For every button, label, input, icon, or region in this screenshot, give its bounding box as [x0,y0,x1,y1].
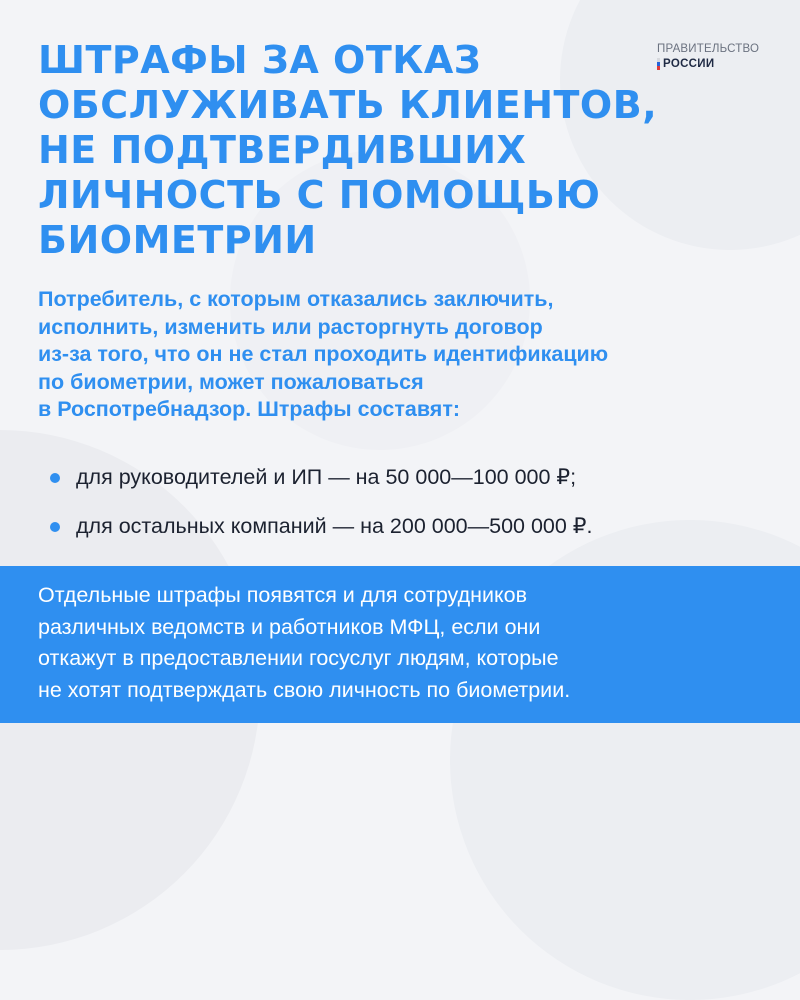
lead-line: в Роспотребнадзор. Штрафы составят: [38,397,461,421]
banner-line: не хотят подтверждать свою личность по биометрии. [38,677,571,702]
government-logo [657,42,759,71]
banner-line: Отдельные штрафы появятся и для сотрудников [38,583,528,607]
title-line: ОБСЛУЖИВАТЬ КЛИЕНТОВ, [38,83,658,127]
lead-line: исполнить, изменить или расторгнуть договор [38,314,543,339]
title-line: БИОМЕТРИИ [38,218,317,262]
title-line: ШТРАФЫ ЗА ОТКАЗ [38,38,482,82]
fine-text: для остальных компаний — на 200 000—500 000 ₽. [76,514,593,538]
fines-list [50,463,592,561]
lead-paragraph [38,286,778,424]
blue-dot-icon [50,473,60,483]
blue-dot-icon [50,522,60,532]
lead-line: Потребитель, с которым отказались заключить, [38,287,554,311]
list-item [50,463,592,492]
lead-line: из-за того, что он не стал проходить идентификацию [38,342,609,366]
lead-line: по биометрии, может пожаловаться [38,369,424,394]
banner-line: различных ведомств и работников МФЦ, если они [38,614,541,639]
fine-text: для руководителей и ИП — на 50 000—100 000 ₽; [76,465,577,489]
russian-flag-icon [657,58,660,70]
banner-text [38,580,570,706]
info-banner [0,566,800,723]
banner-line: откажут в предоставлении госуслуг людям, которые [38,646,559,670]
logo-line-1: ПРАВИТЕЛЬСТВО [657,43,760,55]
list-item [50,512,592,541]
title-line: ЛИЧНОСТЬ С ПОМОЩЬЮ [38,173,601,217]
page-title [38,38,658,263]
logo-line-2: РОССИИ [663,58,715,70]
title-line: НЕ ПОДТВЕРДИВШИХ [38,128,527,172]
